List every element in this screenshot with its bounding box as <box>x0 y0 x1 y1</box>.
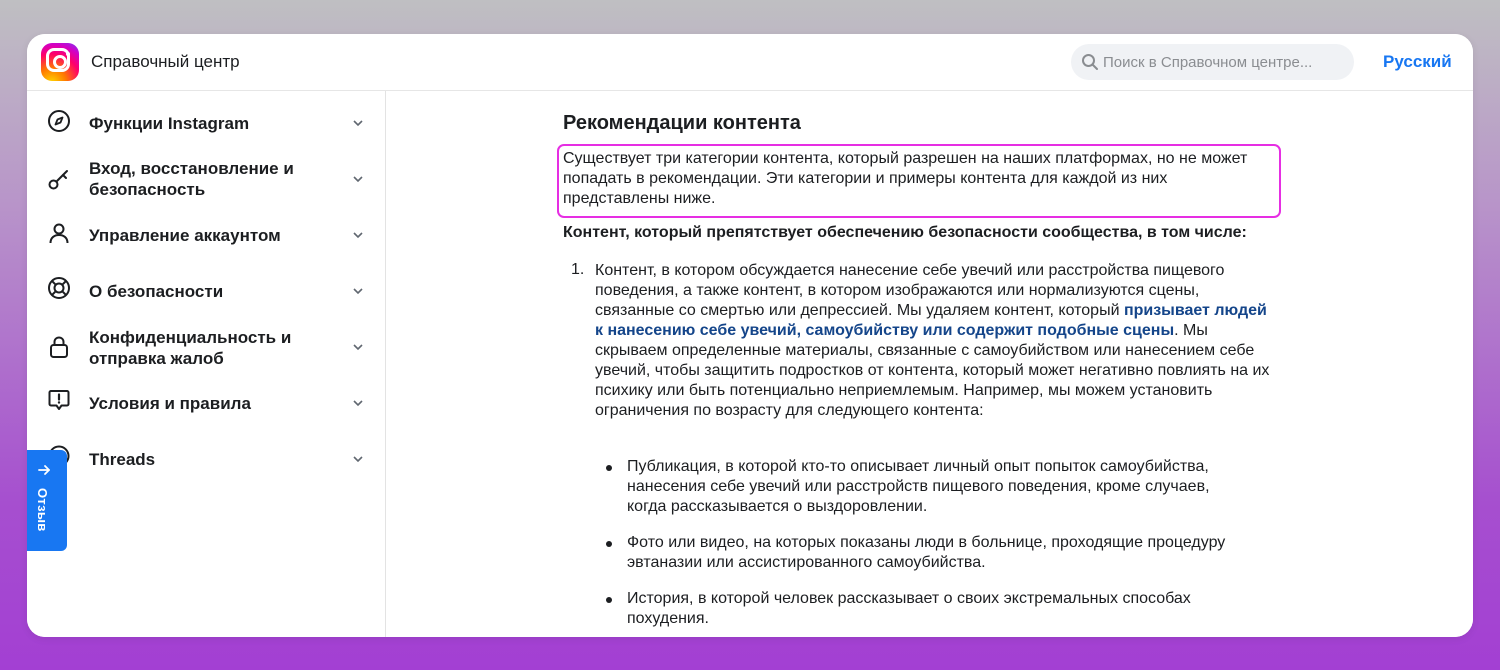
chevron-down-icon <box>352 341 364 353</box>
bullet-dot <box>606 541 612 547</box>
chevron-down-icon <box>352 173 364 185</box>
lifebuoy-icon <box>47 276 71 300</box>
sidebar-item-instagram-features[interactable] <box>27 101 385 145</box>
instagram-logo-icon[interactable] <box>41 43 79 81</box>
sidebar-item-label: Условия и правила <box>89 394 251 413</box>
top-bar <box>27 34 1473 91</box>
sidebar-item-threads[interactable] <box>27 435 385 483</box>
site-title[interactable]: Справочный центр <box>91 52 240 71</box>
chevron-down-icon <box>352 229 364 241</box>
bullet-dot <box>606 597 612 603</box>
list-item-text-start: Контент, в котором обсуждается нанесение себе увечий или расстройства пищевого поведения, а также контент, в котором изображаются или нормализуются сцены, связанные со смертью или депрессией. Мы удаляем контент, который <box>595 262 1225 319</box>
sidebar-item-label: О безопасности <box>89 282 224 301</box>
sidebar-item-label: Функции Instagram <box>89 114 250 133</box>
sidebar-item-label: Вход, восстановление и безопасность <box>89 159 294 199</box>
sidebar-item-privacy-reporting[interactable] <box>27 319 385 375</box>
key-icon <box>47 167 71 191</box>
chevron-down-icon <box>352 453 364 465</box>
article-intro: Существует три категории контента, который разрешен на наших платформах, но не может попадать в рекомендации. Эти категории и примеры контента для каждой из них представлены ниже. <box>563 150 1248 207</box>
self-harm-policy-link[interactable]: призывает людей к нанесению себе увечий, самоубийству или содержит подобные сцены <box>595 302 1267 339</box>
sidebar-item-safety[interactable] <box>27 267 385 315</box>
bullet-dot <box>606 465 612 471</box>
feedback-button[interactable] <box>27 450 67 551</box>
chevron-down-icon <box>352 117 364 129</box>
article-heading: Рекомендации контента <box>563 112 801 134</box>
sidebar-item-login-recovery[interactable] <box>27 151 385 207</box>
sidebar-item-terms-policies[interactable] <box>27 379 385 427</box>
chevron-down-icon <box>352 285 364 297</box>
help-center-window <box>27 34 1473 637</box>
search-icon <box>1081 53 1099 71</box>
search-input[interactable] <box>1071 44 1354 80</box>
bullet-item: История, в которой человек рассказывает о своих экстремальных способах похудения. <box>627 590 1191 627</box>
lock-icon <box>47 335 71 359</box>
bullet-item: Публикация, в которой кто-то описывает личный опыт попыток самоубийства, нанесения себе увечий или расстройств пищевого поведения, кроме случаев, когда рассказывается о выздоровлении. <box>627 458 1210 515</box>
language-selector[interactable]: Русский <box>1383 52 1452 71</box>
article-subheading: Контент, который препятствует обеспечению безопасности сообщества, в том числе: <box>563 224 1247 241</box>
search-placeholder: Поиск в Справочном центре... <box>1103 54 1313 71</box>
list-item-text-end: . Мы скрываем определенные материалы, связанные с самоубийством или нанесением себе увечий, чтобы защитить подростков от контента, который может негативно повлиять на их психику или быть потенциально неприемлемым. Например, мы можем установить ограничения по возрасту для следующего контента: <box>595 322 1270 419</box>
sidebar-item-account-management[interactable] <box>27 211 385 259</box>
arrow-right-icon <box>37 463 51 477</box>
list-number: 1. <box>571 261 585 278</box>
sidebar-item-label: Управление аккаунтом <box>89 226 281 245</box>
bullet-item: Фото или видео, на которых показаны люди в больнице, проходящие процедуру эвтаназии или ассистированного самоубийства. <box>627 534 1226 571</box>
alert-bubble-icon <box>47 388 71 412</box>
feedback-label: Отзыв <box>35 488 50 532</box>
compass-icon <box>47 109 71 133</box>
list-item-text <box>595 261 1275 421</box>
article-content <box>386 91 1473 637</box>
person-icon <box>47 221 71 245</box>
chevron-down-icon <box>352 397 364 409</box>
sidebar-item-label: Threads <box>89 450 156 469</box>
sidebar-item-label: Конфиденциальность и отправка жалоб <box>89 328 292 368</box>
sidebar <box>27 91 386 637</box>
